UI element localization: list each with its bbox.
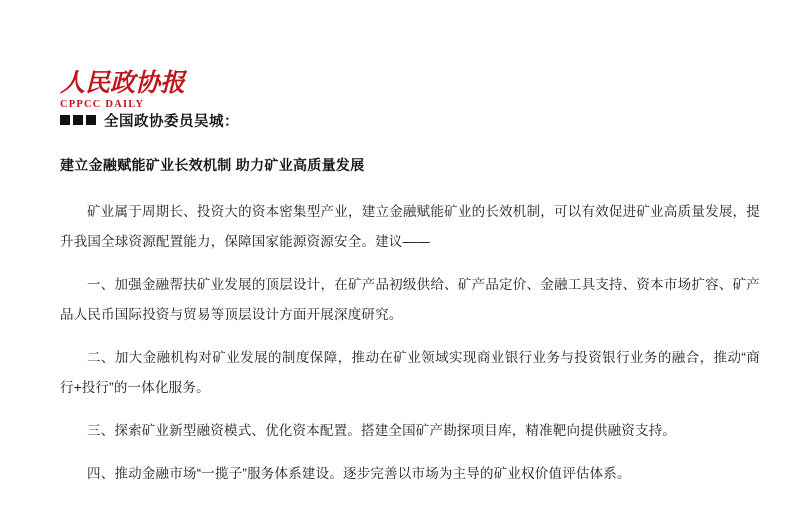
article-paragraph: 一、加强金融帮扶矿业发展的顶层设计，在矿产品初级供给、矿产品定价、金融工具支持、资本市场扩容、矿产品人民币国际投资与贸易等顶层设计方面开展深度研究。 <box>60 277 760 322</box>
article-paragraph: 四、推动金融市场“一揽子”服务体系建设。逐步完善以市场为主导的矿业权价值评估体系。 <box>87 466 631 481</box>
byline <box>60 110 760 131</box>
masthead-logo-text: 人民政协报 <box>60 68 186 97</box>
masthead-subtitle: CPPCC DAILY <box>60 99 145 111</box>
square-icon <box>60 115 70 125</box>
article-paragraph: 二、加大金融机构对矿业发展的制度保障，推动在矿业领域实现商业银行业务与投资银行业务的融合，推动“商行+投行”的一体化服务。 <box>60 350 760 395</box>
article-headline: 建立金融赋能矿业长效机制 助力矿业高质量发展 <box>60 157 365 173</box>
byline-label: 全国政协委员吴城： <box>104 114 239 130</box>
square-icon <box>86 115 96 125</box>
article-content <box>60 110 760 502</box>
square-icon <box>73 115 83 125</box>
masthead <box>60 68 186 111</box>
bullet-squares-icon <box>60 113 99 128</box>
article-paragraph: 三、探索矿业新型融资模式、优化资本配置。搭建全国矿产勘探项目库，精准靶向提供融资支持。 <box>87 423 677 438</box>
article-paragraph: 矿业属于周期长、投资大的资本密集型产业，建立金融赋能矿业的长效机制，可以有效促进矿业高质量发展，提升我国全球资源配置能力，保障国家能源资源安全。建议—— <box>60 204 760 249</box>
